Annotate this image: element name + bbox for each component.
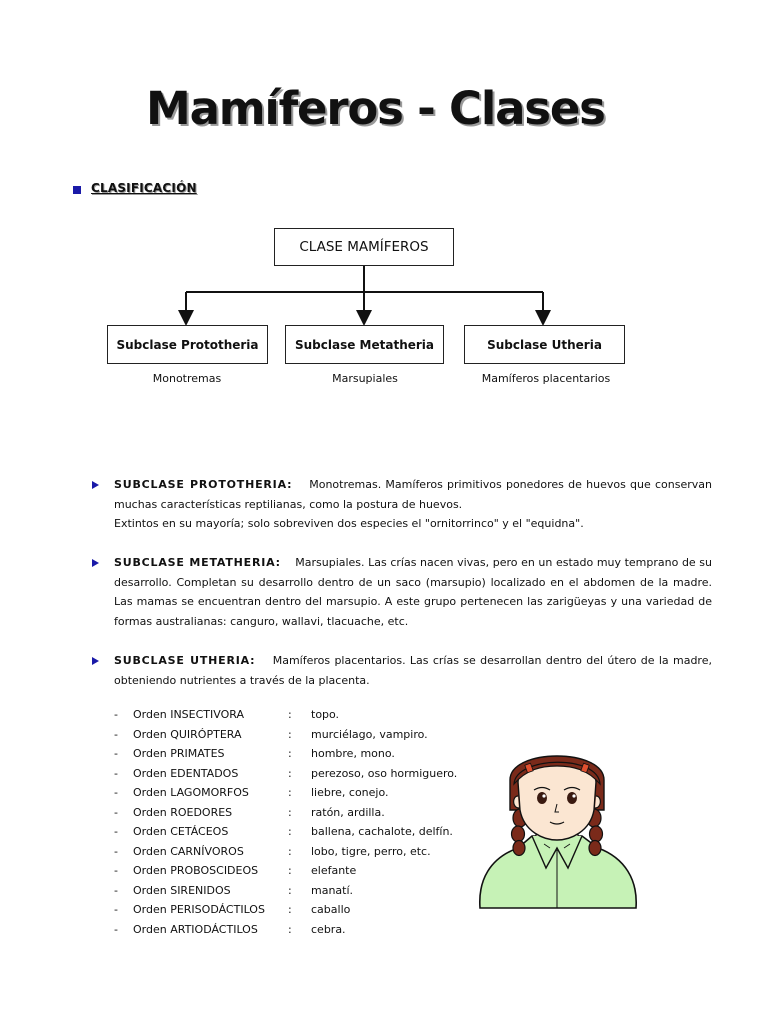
dash-bullet: - xyxy=(114,825,118,838)
order-name: Orden CETÁCEOS xyxy=(133,825,229,838)
subclass-prototheria-box: Subclase Prototheria xyxy=(107,325,268,364)
paragraph-text: Mamíferos placentarios. Las crías se desarrollan dentro del útero de la madre, obteniendo nutrientes a través de la placenta. xyxy=(114,654,712,687)
separator: : xyxy=(288,766,292,780)
dash-bullet: - xyxy=(114,805,118,819)
paragraph-metatheria xyxy=(114,553,712,631)
separator: : xyxy=(288,805,292,819)
dash-bullet: - xyxy=(114,864,118,877)
order-name: Orden ARTIODÁCTILOS xyxy=(133,922,258,936)
subclass-utheria-box: Subclase Utheria xyxy=(464,325,625,364)
paragraph-text: Extintos en su mayoría; solo sobreviven dos especies el "ornitorrinco" y el "equidna". xyxy=(114,517,584,531)
order-name: Orden PRIMATES xyxy=(133,747,225,760)
order-name: Orden PROBOSCIDEOS xyxy=(133,864,259,877)
subclass-metatheria-box: Subclase Metatheria xyxy=(285,325,444,364)
triangle-bullet-icon xyxy=(92,559,99,567)
order-examples: topo. xyxy=(311,708,340,721)
order-examples: ballena, cachalote, delfín. xyxy=(311,825,453,838)
separator: : xyxy=(288,747,292,760)
girl-illustration xyxy=(470,740,645,912)
separator: : xyxy=(288,883,292,897)
dash-bullet: - xyxy=(114,708,118,721)
subclass-utheria-caption: Mamíferos placentarios xyxy=(481,372,611,385)
separator: : xyxy=(288,708,292,721)
paragraph-text: Marsupiales. Las crías nacen vivas, pero en un estado muy temprano de su desarrollo. Completan su desarrollo dentro de un saco (marsupio) localizado en el abdomen de la madre. Las mamas se encuentran dentro del marsupio. A este grupo pertenecen las zarigüeyas y una variedad de formas australianas: canguro, wallavi, tlacuache, etc. xyxy=(114,556,712,628)
dash-bullet: - xyxy=(114,922,118,936)
order-name: Orden QUIRÓPTERA xyxy=(133,727,242,741)
separator: : xyxy=(288,786,292,799)
paragraph-heading: SUBCLASE METATHERIA: xyxy=(114,556,281,569)
dash-bullet: - xyxy=(114,883,118,897)
order-name: Orden EDENTADOS xyxy=(133,766,239,780)
order-examples: elefante xyxy=(311,864,357,877)
order-examples: liebre, conejo. xyxy=(311,786,389,799)
order-examples: ratón, ardilla. xyxy=(311,805,385,819)
order-examples: caballo xyxy=(311,903,351,916)
order-name: Orden LAGOMORFOS xyxy=(133,786,249,799)
paragraph-text: Monotremas. Mamíferos primitivos ponedores de huevos que conservan muchas características reptilianas, como la postura de huevos. xyxy=(114,478,712,511)
order-examples: perezoso, oso hormiguero. xyxy=(311,766,458,780)
order-name: Orden PERISODÁCTILOS xyxy=(133,903,265,916)
order-examples: murciélago, vampiro. xyxy=(311,727,428,741)
dash-bullet: - xyxy=(114,844,118,858)
subclass-prototheria-caption: Monotremas xyxy=(152,372,222,385)
order-name: Orden CARNÍVOROS xyxy=(133,844,244,858)
subclass-metatheria-caption: Marsupiales xyxy=(332,372,398,385)
page-title: Mamíferos - Clases xyxy=(146,82,605,135)
order-examples: lobo, tigre, perro, etc. xyxy=(311,844,431,858)
paragraph-heading: SUBCLASE PROTOTHERIA: xyxy=(114,478,293,491)
separator: : xyxy=(288,864,292,877)
order-examples: hombre, mono. xyxy=(311,747,395,760)
dash-bullet: - xyxy=(114,747,118,760)
separator: : xyxy=(288,825,292,838)
paragraph-prototheria xyxy=(114,475,712,534)
dash-bullet: - xyxy=(114,766,118,780)
triangle-bullet-icon xyxy=(92,481,99,489)
dash-bullet: - xyxy=(114,903,118,916)
separator: : xyxy=(288,922,292,936)
diagram-root-box: CLASE MAMÍFEROS xyxy=(274,228,454,266)
paragraph-heading: SUBCLASE UTHERIA: xyxy=(114,654,256,667)
section-heading: CLASIFICACIÓN xyxy=(91,181,197,195)
order-name: Orden SIRENIDOS xyxy=(133,883,231,897)
order-name: Orden INSECTIVORA xyxy=(133,708,244,721)
triangle-bullet-icon xyxy=(92,657,99,665)
separator: : xyxy=(288,844,292,858)
paragraph-utheria xyxy=(114,651,712,690)
order-examples: manatí. xyxy=(311,883,354,897)
dash-bullet: - xyxy=(114,786,118,799)
dash-bullet: - xyxy=(114,727,118,741)
separator: : xyxy=(288,727,292,741)
order-examples: cebra. xyxy=(311,922,346,936)
order-name: Orden ROEDORES xyxy=(133,805,233,819)
separator: : xyxy=(288,903,292,916)
